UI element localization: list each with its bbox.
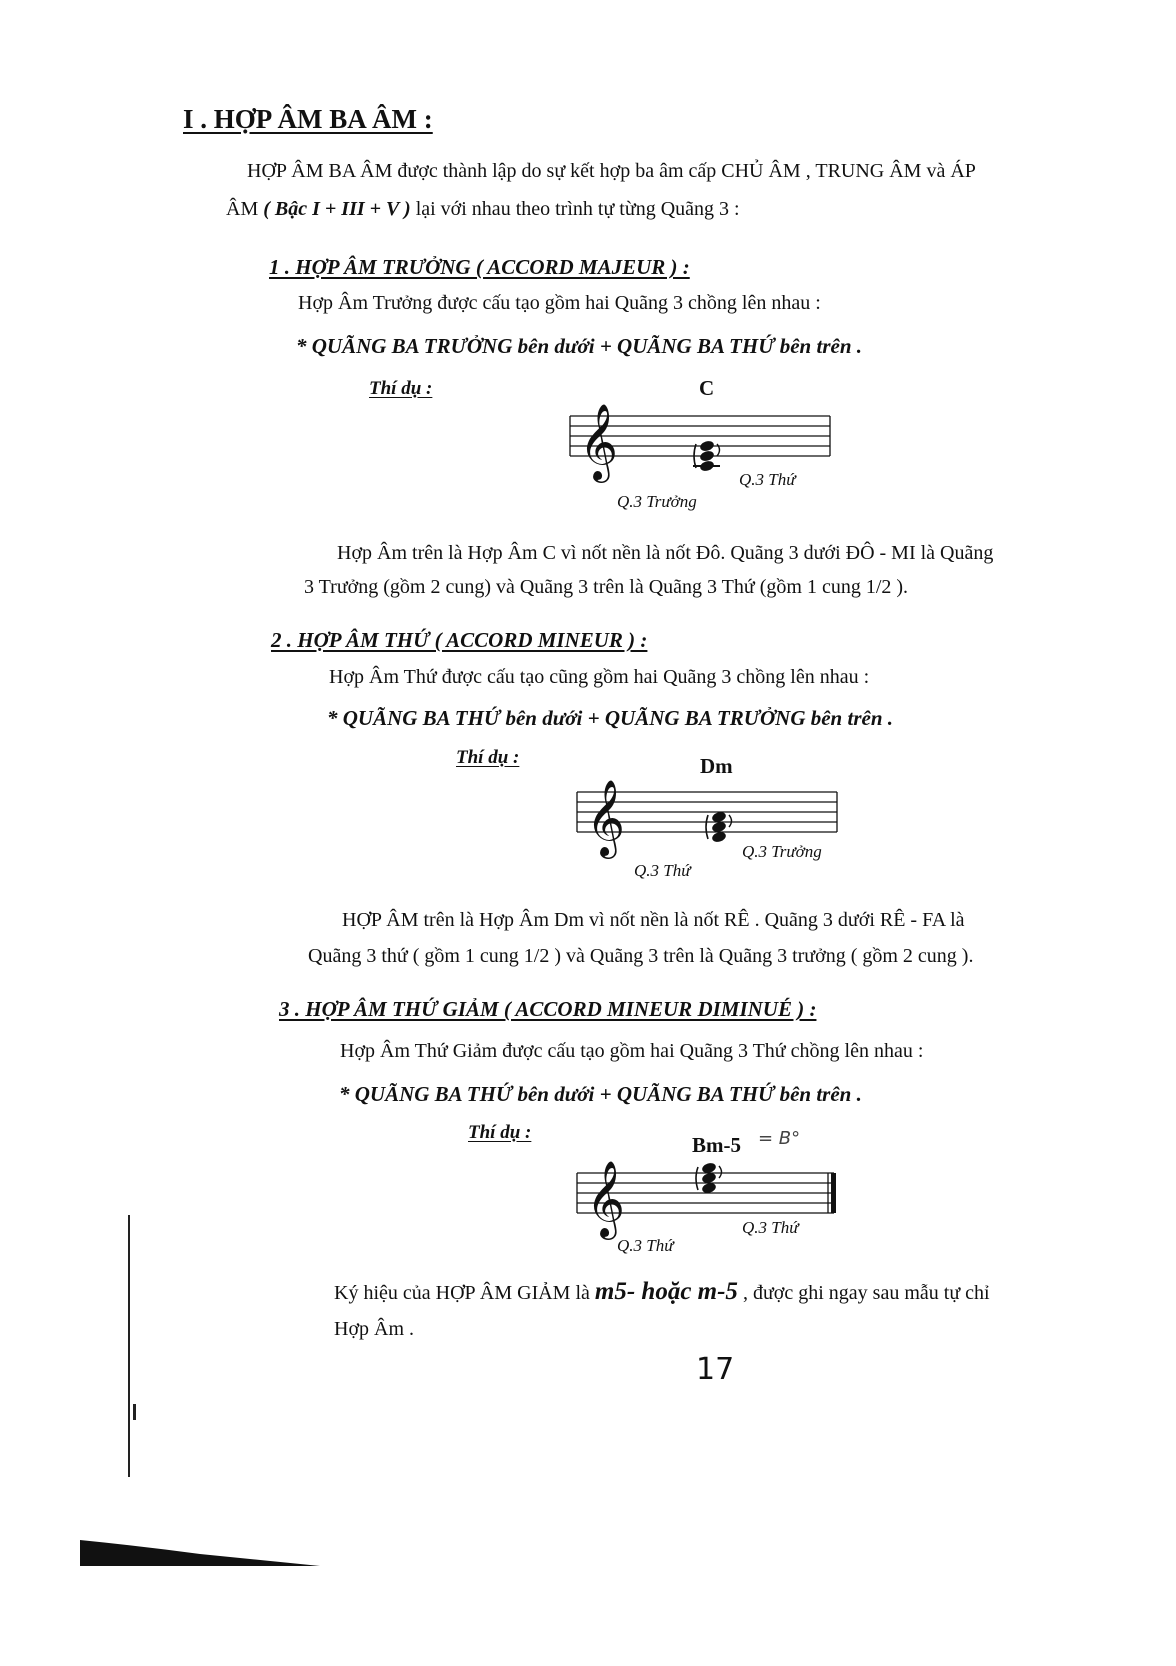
diminished-desc: Hợp Âm Thứ Giảm được cấu tạo gồm hai Quãng 3 Thứ chồng lên nhau : (340, 1040, 924, 1062)
diminished-example-label: Thí dụ : (468, 1122, 532, 1143)
diminished-symbol-note (334, 1278, 990, 1306)
diminished-symbols: m5- hoặc m-5 (594, 1278, 738, 1305)
minor-explanation-2: Quãng 3 thứ ( gồm 1 cung 1/2 ) và Quãng 3 trên là Quãng 3 trưởng ( gồm 2 cung ). (308, 945, 974, 967)
major-chord-name: C (699, 376, 715, 400)
minor-lower-interval-label: Q.3 Thứ (634, 861, 691, 880)
diminished-symbol-note-2: Hợp Âm . (334, 1318, 415, 1340)
major-example-label: Thí dụ : (369, 378, 433, 399)
minor-desc: Hợp Âm Thứ được cấu tạo cũng gồm hai Quãng 3 chồng lên nhau : (329, 666, 870, 688)
symbol-note-start: Ký hiệu của HỢP ÂM GIẢM là (334, 1282, 595, 1304)
scan-shadow (80, 1530, 320, 1566)
diminished-rule: * QUÃNG BA THỨ bên dưới + QUÃNG BA THỨ bên trên . (339, 1082, 862, 1106)
treble-clef-icon: 𝄞 (586, 779, 626, 856)
treble-clef-icon: 𝄞 (579, 403, 619, 480)
major-desc: Hợp Âm Trưởng được cấu tạo gồm hai Quãng 3 chồng lên nhau : (298, 292, 821, 314)
intro-line-2 (226, 198, 740, 221)
scan-mark (133, 1404, 136, 1420)
minor-upper-interval-label: Q.3 Trưởng (742, 842, 822, 861)
diminished-heading: 3 . HỢP ÂM THỨ GIẢM ( ACCORD MINEUR DIMINUÉ ) : (279, 997, 817, 1021)
symbol-note-end: , được ghi ngay sau mẫu tự chỉ (737, 1282, 990, 1304)
major-rule: * QUÃNG BA TRƯỞNG bên dưới + QUÃNG BA THỨ bên trên . (296, 334, 862, 358)
treble-clef-icon: 𝄞 (586, 1160, 626, 1237)
scan-margin-line (128, 1215, 130, 1477)
major-heading: 1 . HỢP ÂM TRƯỞNG ( ACCORD MAJEUR ) : (269, 255, 690, 279)
intro-line-2-end: lại với nhau theo trình tự từng Quãng 3 : (410, 198, 740, 220)
major-explanation-2: 3 Trưởng (gồm 2 cung) và Quãng 3 trên là Quãng 3 Thứ (gồm 1 cung 1/2 ). (304, 576, 909, 598)
minor-example-label: Thí dụ : (456, 747, 520, 768)
page-number: 17 (696, 1352, 735, 1387)
minor-heading: 2 . HỢP ÂM THỨ ( ACCORD MINEUR ) : (271, 628, 648, 652)
intro-degrees: ( Bậc I + III + V ) (263, 198, 411, 220)
intro-line-2-start: ÂM (226, 198, 264, 220)
section-title: I . HỢP ÂM BA ÂM : (183, 104, 433, 134)
diminished-lower-interval-label: Q.3 Thứ (617, 1236, 674, 1255)
minor-rule: * QUÃNG BA THỨ bên dưới + QUÃNG BA TRƯỞNG bên trên . (327, 706, 893, 730)
diminished-staff (572, 1155, 842, 1245)
minor-chord-name: Dm (700, 754, 733, 778)
intro-line-1: HỢP ÂM BA ÂM được thành lập do sự kết hợp ba âm cấp CHỦ ÂM , TRUNG ÂM và ÁP (247, 160, 976, 182)
diminished-upper-interval-label: Q.3 Thứ (742, 1218, 799, 1237)
minor-explanation-1-text: HỢP ÂM trên là Hợp Âm Dm vì nốt nền là nốt RÊ . Quãng 3 dưới RÊ - FA là (342, 909, 965, 931)
major-explanation-1: Hợp Âm trên là Hợp Âm C vì nốt nền là nốt Đô. Quãng 3 dưới ĐÔ - MI là Quãng (337, 542, 994, 564)
diminished-chord-name: Bm-5 (692, 1133, 741, 1157)
major-lower-interval-label: Q.3 Trưởng (617, 492, 697, 511)
minor-explanation-1 (342, 909, 965, 932)
major-upper-interval-label: Q.3 Thứ (739, 470, 796, 489)
pencil-annotation: = B° (758, 1128, 801, 1149)
